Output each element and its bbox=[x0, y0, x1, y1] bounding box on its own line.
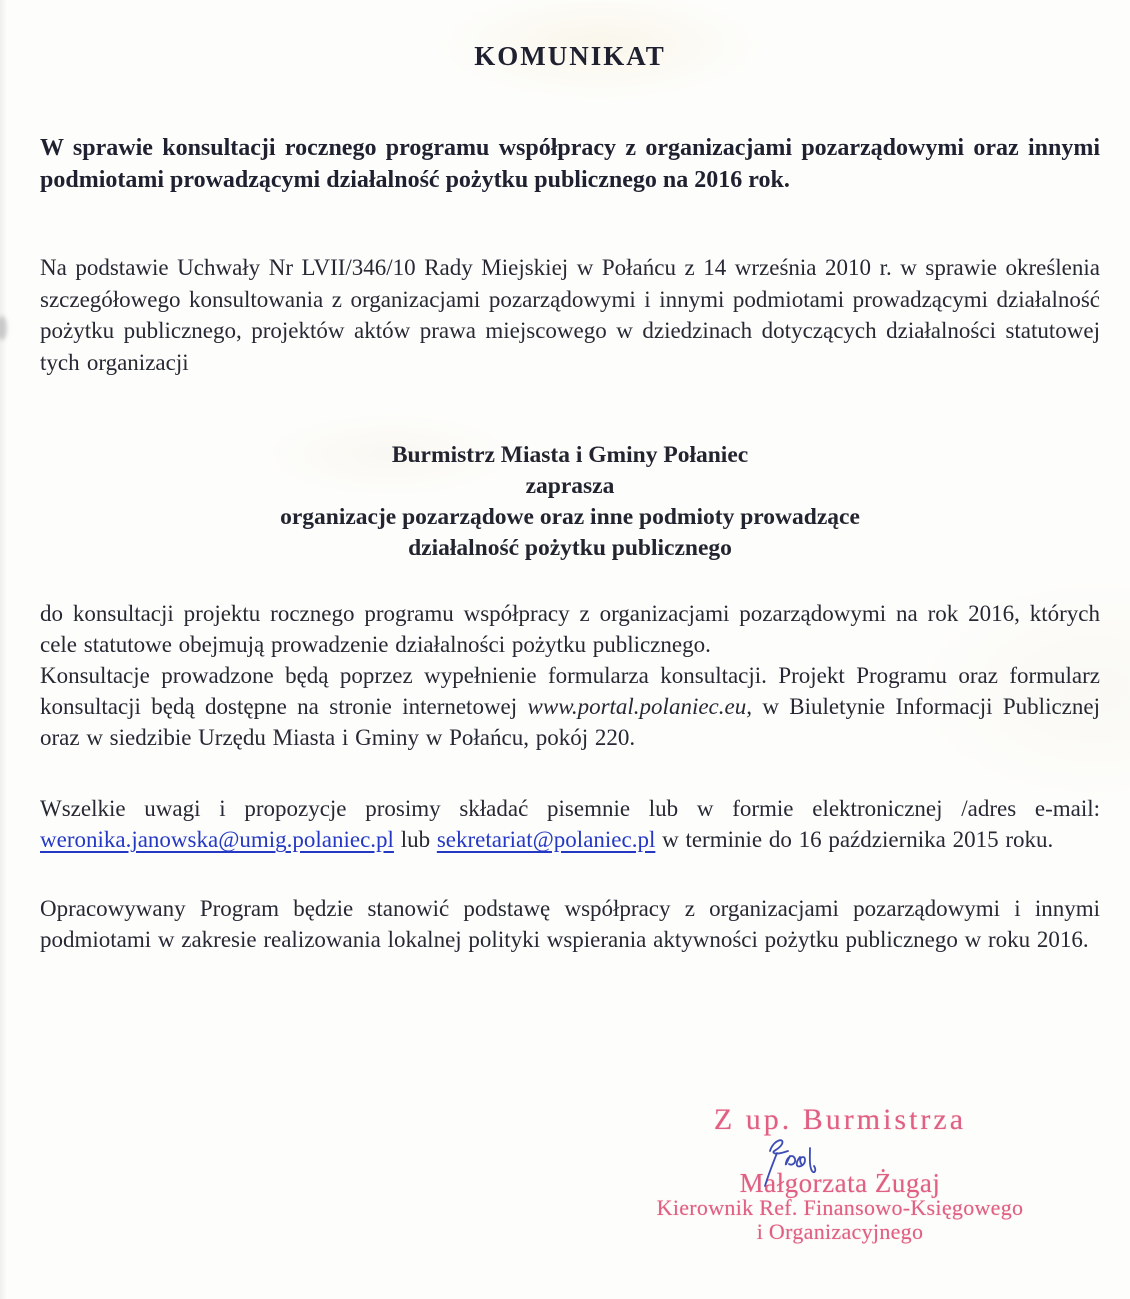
document-title: KOMUNIKAT bbox=[474, 41, 666, 71]
invitation-block bbox=[40, 440, 1100, 564]
consultation-paragraph-1: do konsultacji projektu rocznego programu współpracy z organizacjami pozarządowymi na rok 2016, których cele statutowe obejmują prowadzenie działalności pożytku publicznego. bbox=[40, 601, 1100, 657]
signature-on-behalf-label: Z up. Burmistrza bbox=[713, 1103, 967, 1136]
invitation-line-issuer: Burmistrz Miasta i Gminy Połaniec bbox=[391, 442, 749, 468]
portal-url-text: www.portal.polaniec.eu, bbox=[527, 694, 752, 719]
signatory-role-line-2: i Organizacyjnego bbox=[756, 1219, 924, 1244]
remarks-text-between-emails: lub bbox=[393, 827, 437, 852]
scan-edge-artifact bbox=[0, 316, 7, 340]
remarks-text-before-emails: Wszelkie uwagi i propozycje prosimy składać pisemnie lub w formie elektronicznej /adres e-mail: bbox=[40, 796, 1100, 821]
email-link-weronika-janowska[interactable]: weronika.janowska@umig.polaniec.pl bbox=[40, 827, 394, 852]
consultation-text-before-url: Konsultacje prowadzone będą poprzez wypełnienie formularza konsultacji. Projekt Programu oraz formularz konsultacji będą dostępne na stronie internetowej bbox=[40, 663, 1100, 719]
invitation-line-invites: zaprasza bbox=[525, 473, 615, 499]
closing-paragraph: Opracowywany Program będzie stanowić podstawę współpracy z organizacjami pozarządowymi i innymi podmiotami w zakresie realizowania lokalnej polityki wspierania aktywności pożytku publicznego w roku 2016. bbox=[40, 896, 1100, 952]
signature-stamp-block bbox=[640, 1104, 1040, 1244]
email-link-sekretariat[interactable]: sekretariat@polaniec.pl bbox=[436, 827, 656, 852]
consultation-paragraph-2 bbox=[40, 660, 1100, 753]
consultation-text-after-url: w Biuletynie Informacji Publicznej oraz w siedzibie Urzędu Miasta i Gminy w Połańcu, pokój 220. bbox=[40, 694, 1100, 750]
signatory-role-line-1: Kierownik Ref. Finansowo-Księgowego bbox=[656, 1195, 1024, 1220]
remarks-paragraph bbox=[40, 793, 1100, 855]
handwritten-signature-icon bbox=[760, 1136, 840, 1192]
invitation-line-audience-1: organizacje pozarządowe oraz inne podmioty prowadzące bbox=[280, 504, 860, 530]
signatory-name: Małgorzata Żugaj bbox=[739, 1168, 941, 1198]
legal-basis-paragraph: Na podstawie Uchwały Nr LVII/346/10 Rady Miejskiej w Połańcu z 14 września 2010 r. w sprawie określenia szczegółowego konsultowania z organizacjami pozarządowymi i innymi podmiotami prowadzącymi działalność pożytku publicznego, projektów aktów prawa miejscowego w dziedzinach dotyczących działalności statutowej tych organizacji bbox=[40, 255, 1100, 375]
invitation-line-audience-2: działalność pożytku publicznego bbox=[408, 535, 732, 561]
subject-paragraph: W sprawie konsultacji rocznego programu współpracy z organizacjami pozarządowymi oraz innymi podmiotami prowadzącymi działalność pożytku publicznego na 2016 rok. bbox=[40, 135, 1100, 193]
remarks-text-after-emails: w terminie do 16 października 2015 roku. bbox=[655, 827, 1054, 852]
